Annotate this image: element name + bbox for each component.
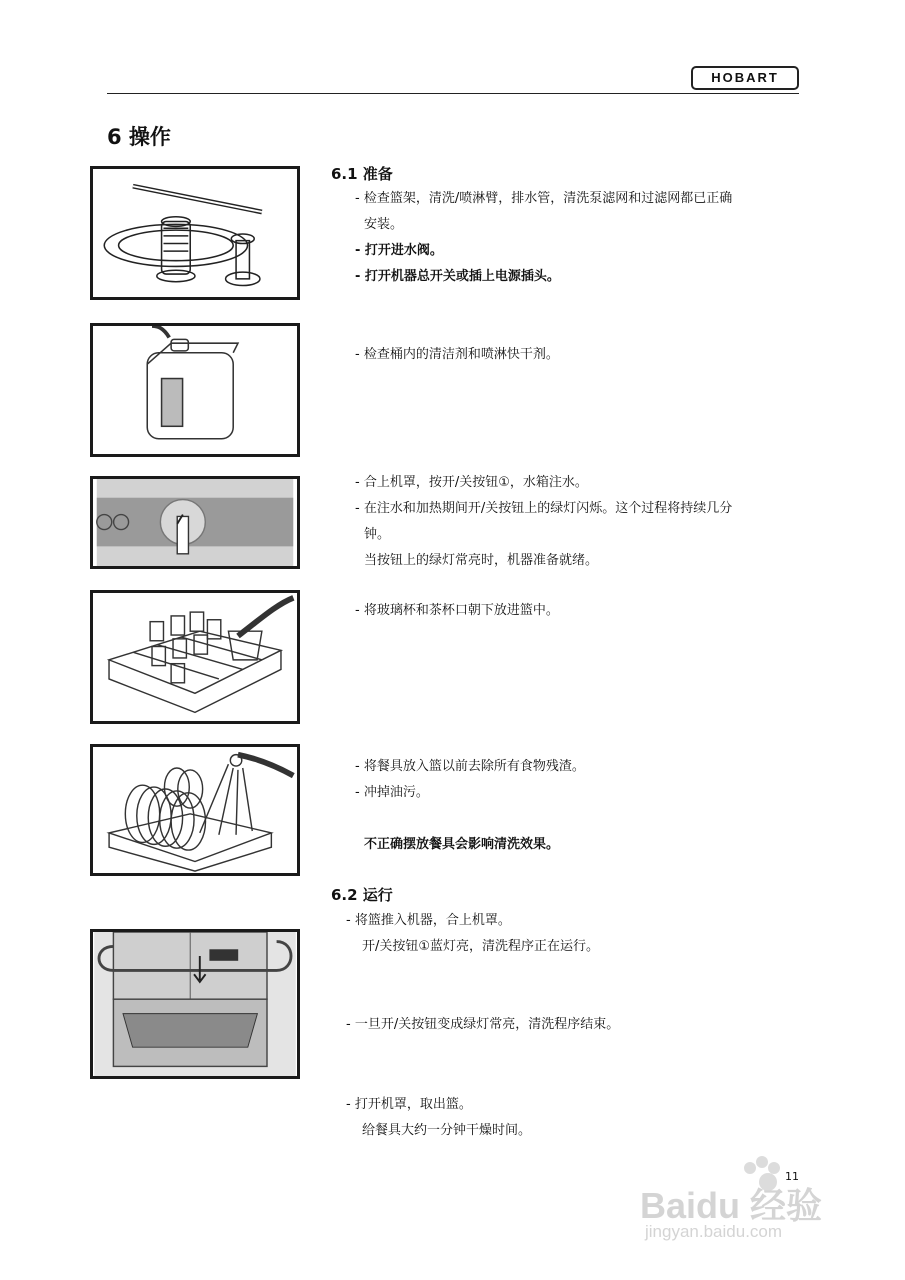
run-block-1 bbox=[346, 908, 791, 960]
prep-text-line: 当按钮上的绿灯常亮时，机器准备就绪。 bbox=[364, 553, 599, 568]
header-rule bbox=[107, 93, 799, 94]
prep-block-3 bbox=[355, 470, 800, 574]
figure-spray-arm-filter bbox=[90, 166, 300, 300]
baidu-watermark bbox=[640, 1150, 860, 1245]
prep-text-line: - 打开机器总开关或插上电源插头。 bbox=[355, 269, 560, 284]
subsection-title-run: 6.2 运行 bbox=[331, 886, 393, 904]
prep-text-line: - 检查篮架，清洗/喷淋臂，排水管，清洗泵滤网和过滤网都已正确 bbox=[355, 191, 733, 206]
prep-text-line: - 冲掉油污。 bbox=[355, 785, 429, 800]
watermark-url: jingyan.baidu.com bbox=[645, 1222, 783, 1241]
run-text-line: 开/关按钮①蓝灯亮，清洗程序正在运行。 bbox=[362, 939, 600, 954]
prep-text-line: - 将餐具放入篮以前去除所有食物残渣。 bbox=[355, 759, 585, 774]
prep-block-4 bbox=[355, 598, 800, 624]
watermark-brand: Baidu 经验 bbox=[640, 1185, 823, 1226]
figure-machine-hood bbox=[90, 929, 300, 1079]
run-text-line: - 将篮推入机器，合上机罩。 bbox=[346, 913, 511, 928]
prep-text-line: 安装。 bbox=[364, 217, 404, 232]
figure-plates-rinse bbox=[90, 744, 300, 876]
prep-text-line: - 检查桶内的清洁剂和喷淋快干剂。 bbox=[355, 347, 559, 362]
prep-block-1 bbox=[355, 186, 800, 290]
prep-text-line: - 将玻璃杯和茶杯口朝下放进篮中。 bbox=[355, 603, 559, 618]
prep-block-2 bbox=[355, 342, 800, 368]
prep-text-line: - 合上机罩，按开/关按钮①，水箱注水。 bbox=[355, 475, 588, 490]
prep-text-line: - 打开进水阀。 bbox=[355, 243, 443, 258]
figure-glasses-in-basket bbox=[90, 590, 300, 724]
run-text-line: - 打开机罩，取出篮。 bbox=[346, 1097, 472, 1112]
run-block-2 bbox=[346, 1012, 791, 1038]
run-block-3 bbox=[346, 1092, 791, 1144]
section-title: 6 操作 bbox=[107, 125, 171, 149]
subsection-title-prep: 6.1 准备 bbox=[331, 165, 393, 183]
page-number: 11 bbox=[785, 1170, 799, 1183]
figure-power-button bbox=[90, 476, 300, 569]
figure-detergent-canister bbox=[90, 323, 300, 457]
prep-text-line: 钟。 bbox=[364, 527, 391, 542]
run-text-line: - 一旦开/关按钮变成绿灯常亮，清洗程序结束。 bbox=[346, 1017, 620, 1032]
prep-warning: 不正确摆放餐具会影响清洗效果。 bbox=[364, 837, 560, 852]
hobart-logo: HOBART bbox=[691, 66, 799, 90]
prep-block-5 bbox=[355, 754, 800, 858]
run-text-line: 给餐具大约一分钟干燥时间。 bbox=[362, 1123, 532, 1138]
prep-text-line: - 在注水和加热期间开/关按钮上的绿灯闪烁。这个过程将持续几分 bbox=[355, 501, 733, 516]
